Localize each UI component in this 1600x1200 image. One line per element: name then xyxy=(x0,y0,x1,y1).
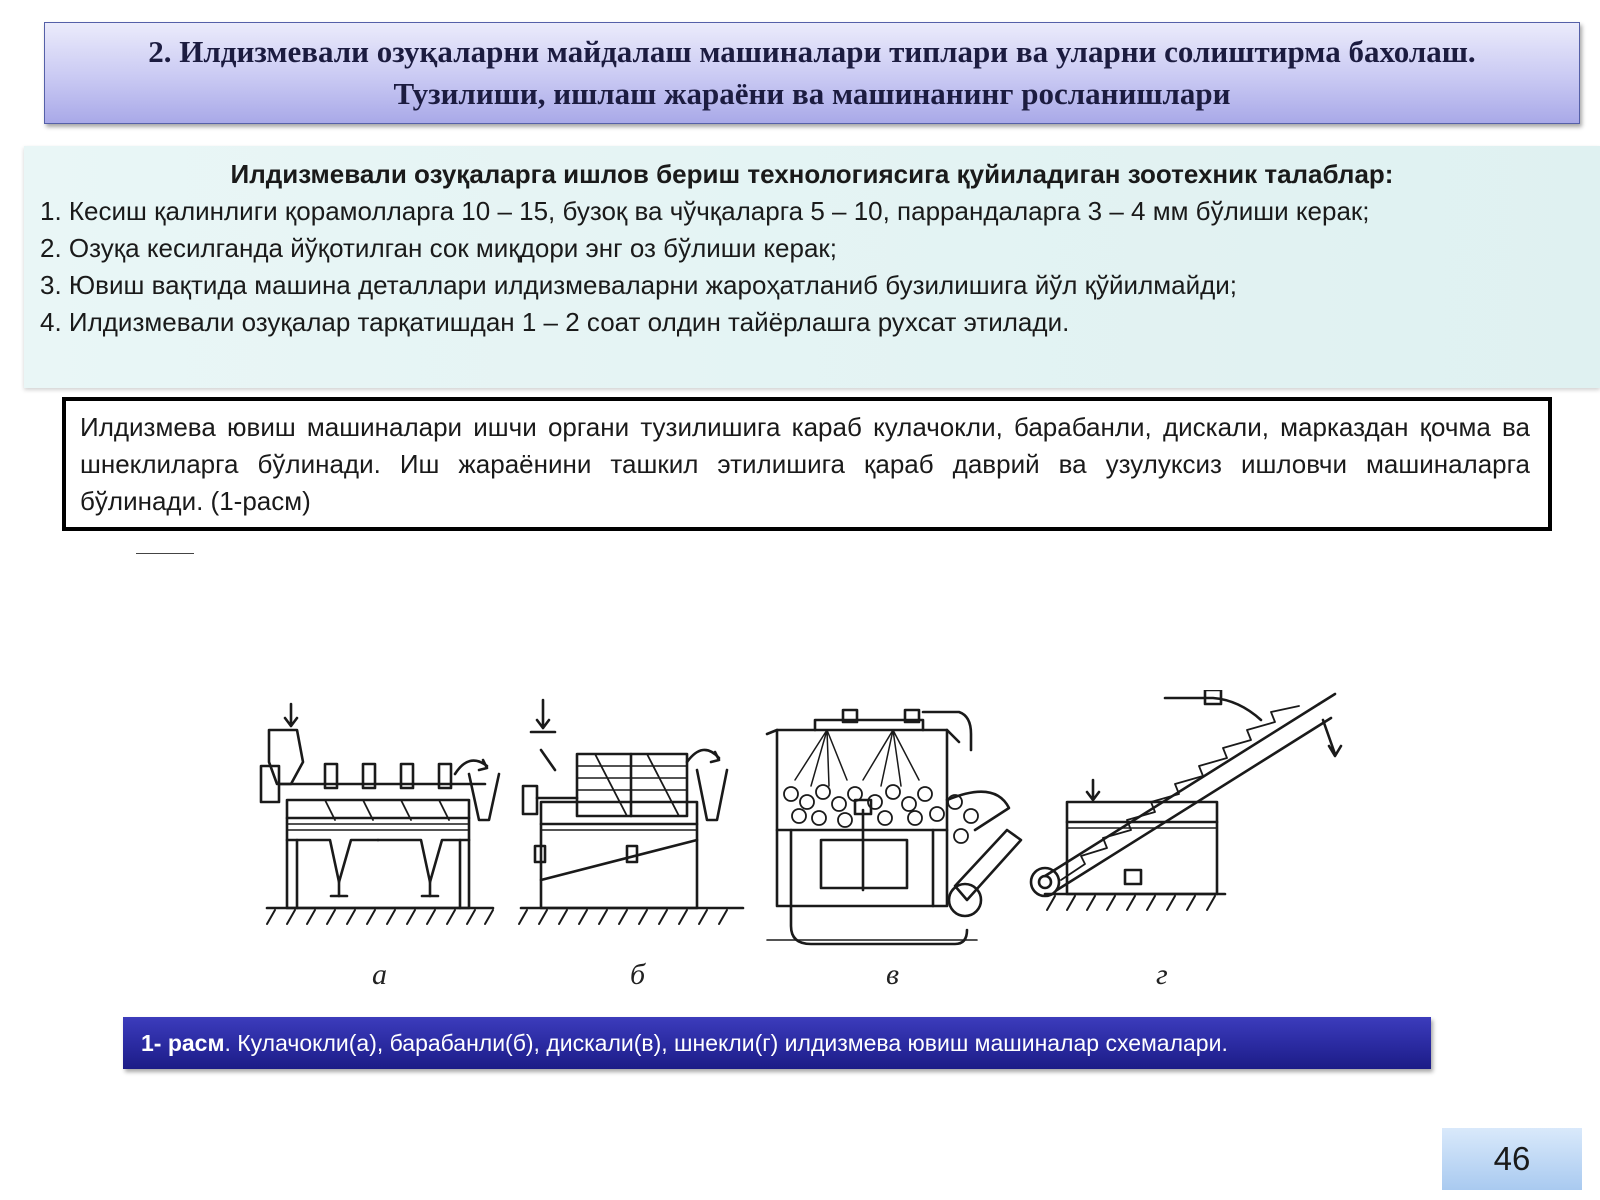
figure-label-v: в xyxy=(886,958,900,991)
cam-washer-drawing xyxy=(261,704,499,924)
requirement-item: 1. Кесиш қалинлиги қорамолларга 10 – 15, бузоқ ва чўчқаларга 5 – 10, паррандаларга 3 – 4 мм бўлиши керак; xyxy=(40,196,1370,226)
requirement-item: 2. Озуқа кесилганда йўқотилган сок миқдори энг оз бўлиши керак; xyxy=(40,233,838,263)
figure-caption xyxy=(123,1017,1431,1069)
figure-caption-label: 1- расм xyxy=(141,1030,225,1056)
slide-title-box xyxy=(44,22,1580,124)
washing-machines-figure xyxy=(255,690,1385,1010)
divider-line xyxy=(136,553,194,554)
requirements-heading: Илдизмевали озуқаларга ишлов бериш технологиясига қуйиладиган зоотехник талаблар: xyxy=(230,159,1394,189)
drum-washer-drawing xyxy=(519,700,743,924)
figure-caption-text: . Кулачокли(а), барабанли(б), дискали(в), шнекли(г) илдизмева ювиш машиналар схемалари. xyxy=(224,1030,1228,1056)
disk-washer-drawing xyxy=(767,710,1021,944)
screw-washer-drawing xyxy=(1031,690,1341,910)
requirement-item: 4. Илдизмевали озуқалар тарқатишдан 1 – 2 соат олдин тайёрлашга рухсат этилади. xyxy=(40,307,1070,337)
classification-note: Илдизмева ювиш машиналари ишчи органи тузилишига караб кулачокли, барабанли, дискали, марказдан қочма ва шнеклиларга бўлинади. Иш жараёнини ташкил этилишига қараб даврий ва узулуксиз ишловчи машиналарга бўлинади. (1-расм) xyxy=(62,397,1552,531)
slide-title: 2. Илдизмевали озуқаларни майдалаш машиналари типлари ва уларни солиштирма бахолаш. Тузилиши, ишлаш жараёни ва машинанинг росланишлари xyxy=(148,34,1476,111)
requirement-item: 3. Ювиш вақтида машина деталлари илдизмеваларни жароҳатланиб бузилишига йўл қўйилмайди; xyxy=(40,270,1238,300)
figure-label-g: г xyxy=(1156,958,1168,991)
page-number: 46 xyxy=(1442,1128,1582,1190)
figure-label-b: б xyxy=(630,958,646,991)
figure-label-a: а xyxy=(372,958,387,991)
requirements-box xyxy=(24,146,1600,388)
